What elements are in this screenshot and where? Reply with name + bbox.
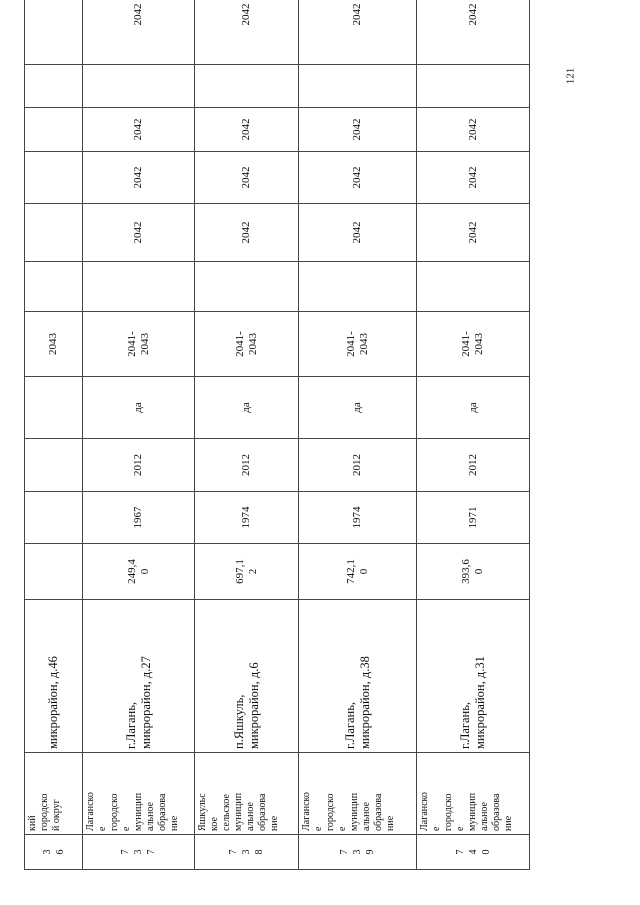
year-cell: 2042 (195, 0, 299, 65)
address-cell: п.Яшкуль, микрорайон, д.6 (195, 600, 299, 753)
blank-cell (25, 262, 83, 312)
row-number: 7 3 7 (83, 835, 195, 870)
year-cell (299, 65, 417, 108)
flag-cell: да (195, 377, 299, 439)
housing-register-table (24, 0, 530, 870)
year-survey-cell: 2012 (299, 439, 417, 492)
period-cell: 2041- 2043 (195, 312, 299, 377)
y3-cell (25, 108, 83, 152)
table-row (83, 0, 195, 870)
year-cell (195, 65, 299, 108)
row-number: 7 4 0 (417, 835, 530, 870)
year-cell: 2042 (195, 152, 299, 204)
table-body (25, 0, 530, 870)
year-cell: 2042 (299, 204, 417, 262)
municipality-cell: Лаганско е городско е муницип альное образова ние (299, 753, 417, 835)
year-cell: 2042 (83, 0, 195, 65)
y4-cell (25, 65, 83, 108)
area-cell (25, 544, 83, 600)
blank-cell (417, 262, 530, 312)
year-cell: 2042 (299, 108, 417, 152)
year-cell: 2042 (195, 108, 299, 152)
year-survey-cell: 2012 (417, 439, 530, 492)
period-cell: 2043 (25, 312, 83, 377)
table-row (417, 0, 530, 870)
blank-cell (83, 262, 195, 312)
year-cell: 2042 (83, 108, 195, 152)
year-cell (417, 65, 530, 108)
address-cell: микрорайон, д.46 (25, 600, 83, 753)
area-cell: 249,4 0 (83, 544, 195, 600)
year-cell: 2042 (299, 0, 417, 65)
year-cell: 2042 (195, 204, 299, 262)
y5-cell (25, 0, 83, 65)
year-cell: 2042 (83, 152, 195, 204)
year-cell: 2042 (417, 152, 530, 204)
period-cell: 2041- 2043 (417, 312, 530, 377)
municipality-cell: Лаганско е городско е муницип альное образова ние (83, 753, 195, 835)
row-number: 7 3 9 (299, 835, 417, 870)
continuation-row (25, 0, 83, 870)
year-survey-cell: 2012 (195, 439, 299, 492)
flag-cell: да (417, 377, 530, 439)
area-cell: 697,1 2 (195, 544, 299, 600)
municipality-cell: Яшкульс кое сельское муницип альное образова ние (195, 753, 299, 835)
flag-cell: да (299, 377, 417, 439)
year-cell: 2042 (417, 204, 530, 262)
y2-cell (25, 152, 83, 204)
year-survey-cell: 2012 (83, 439, 195, 492)
year-cell: 2042 (417, 0, 530, 65)
blank-cell (299, 262, 417, 312)
year-built-cell: 1974 (195, 492, 299, 544)
area-cell: 742,1 0 (299, 544, 417, 600)
address-cell: г.Лагань, микрорайон, д.31 (417, 600, 530, 753)
period-cell: 2041- 2043 (83, 312, 195, 377)
year-built-cell: 1967 (83, 492, 195, 544)
year-survey-cell (25, 439, 83, 492)
year-cell: 2042 (417, 108, 530, 152)
area-cell: 393,6 0 (417, 544, 530, 600)
flag-cell (25, 377, 83, 439)
y1-cell (25, 204, 83, 262)
row-number: 7 3 8 (195, 835, 299, 870)
year-built-cell: 1971 (417, 492, 530, 544)
period-cell: 2041- 2043 (299, 312, 417, 377)
year-built-cell (25, 492, 83, 544)
address-cell: г.Лагань, микрорайон, д.27 (83, 600, 195, 753)
row-number: 3 6 (25, 835, 83, 870)
rotated-table-wrapper (24, 3, 533, 870)
year-built-cell: 1974 (299, 492, 417, 544)
municipality-cell: кий городско й округ (25, 753, 83, 835)
table-row (299, 0, 417, 870)
table-row (195, 0, 299, 870)
municipality-cell: Лаганско е городско е муницип альное образова ние (417, 753, 530, 835)
year-cell: 2042 (299, 152, 417, 204)
year-cell (83, 65, 195, 108)
address-cell: г.Лагань, микрорайон, д.38 (299, 600, 417, 753)
flag-cell: да (83, 377, 195, 439)
page-number: 121 (563, 67, 576, 85)
blank-cell (195, 262, 299, 312)
year-cell: 2042 (83, 204, 195, 262)
